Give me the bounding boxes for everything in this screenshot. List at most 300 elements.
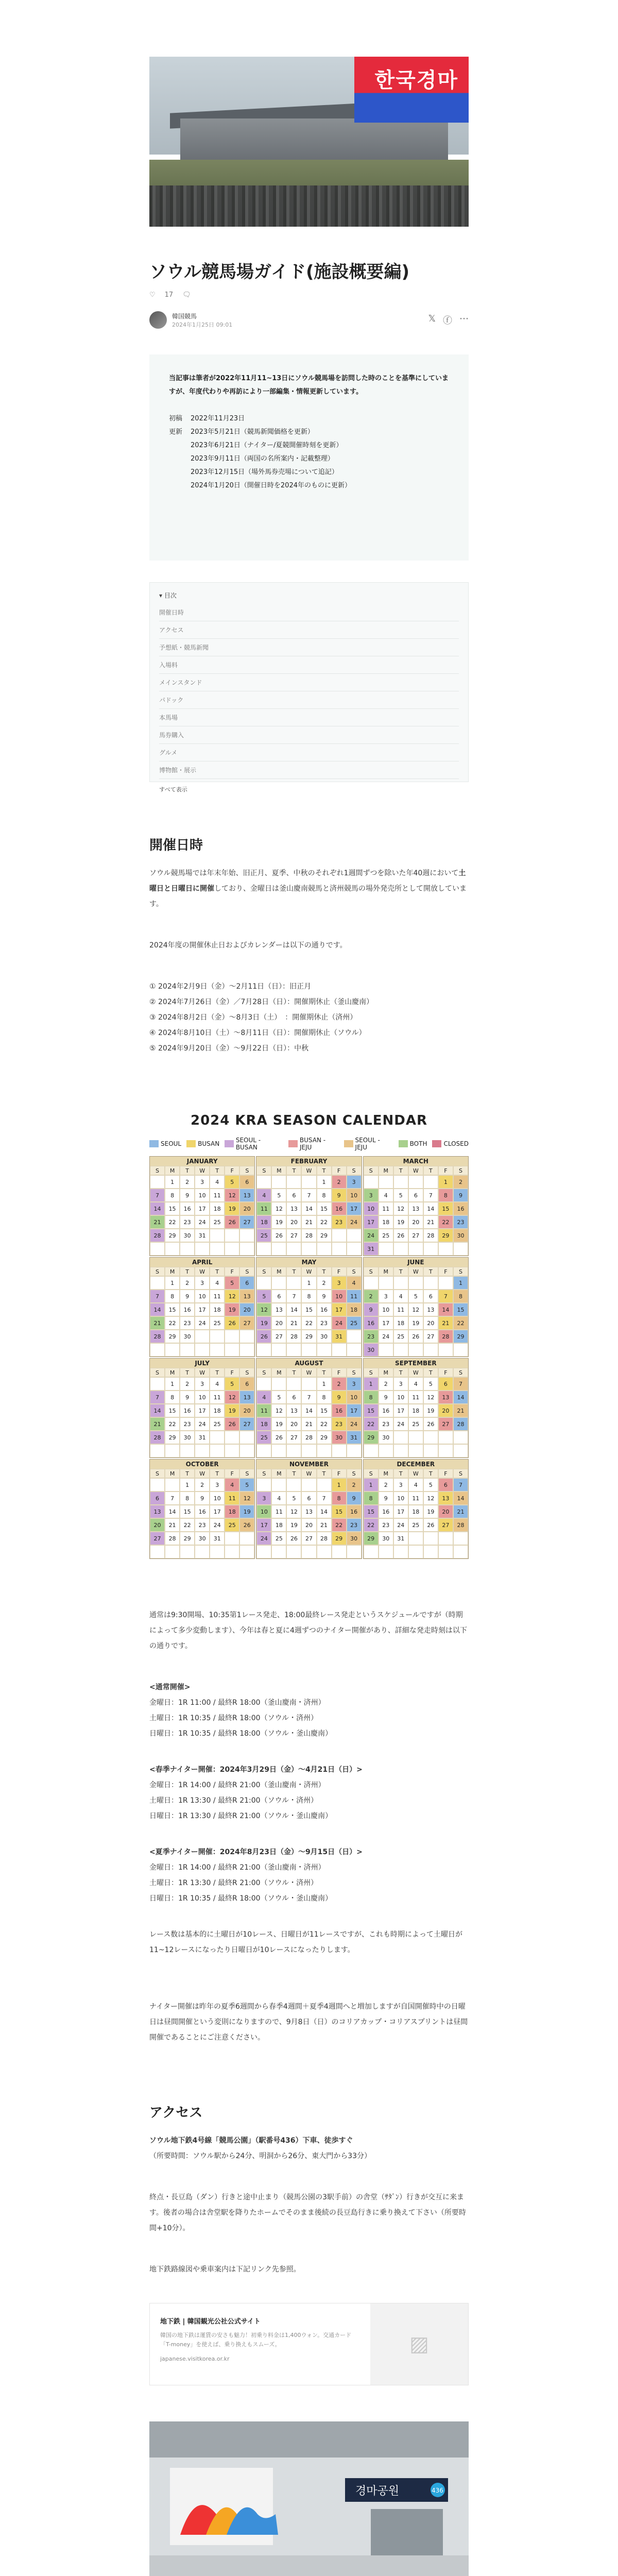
month-name: JUNE: [364, 1258, 468, 1267]
calendar-month: [256, 1358, 362, 1458]
calendar-day: 15: [180, 1505, 195, 1518]
calendar-day: 5: [271, 1189, 286, 1202]
calendar-day: 8: [364, 1391, 379, 1404]
calendar-day: [210, 1431, 225, 1444]
calendar-day: 29: [165, 1431, 180, 1444]
calendar-day: [438, 1532, 453, 1545]
calendar-day: 21: [150, 1215, 165, 1229]
weekday-label: T: [286, 1166, 301, 1175]
calendar-day: 19: [271, 1215, 286, 1229]
calendar-day: 3: [393, 1478, 408, 1492]
calendar-day: [364, 1545, 379, 1558]
calendar-day: [408, 1532, 423, 1545]
calendar-day: 18: [271, 1518, 286, 1532]
calendar-day: 22: [317, 1417, 332, 1431]
weekday-label: S: [256, 1469, 271, 1478]
calendar-day: 11: [379, 1202, 393, 1215]
calendar-day: 22: [453, 1316, 468, 1330]
weekday-label: S: [150, 1469, 165, 1478]
legend-swatch: [186, 1140, 196, 1147]
calendar-day: [195, 1343, 210, 1357]
toc-item[interactable]: 馬券購入: [159, 726, 459, 744]
calendar-day: 5: [393, 1189, 408, 1202]
comment-icon[interactable]: 🗨: [182, 291, 191, 299]
calendar-day: 28: [317, 1532, 332, 1545]
calendar-day: [379, 1343, 393, 1357]
calendar-day: 8: [165, 1189, 180, 1202]
calendar-day: 11: [210, 1189, 225, 1202]
heart-icon[interactable]: ♡: [149, 291, 156, 299]
calendar-day: 12: [423, 1492, 438, 1505]
time-line: 土曜日：1R 13:30 / 最終R 21:00（ソウル・済州）: [149, 1797, 318, 1805]
calendar-day: 30: [332, 1431, 347, 1444]
calendar-day: 4: [408, 1377, 423, 1391]
calendar-day: 30: [379, 1532, 393, 1545]
calendar-day: 15: [317, 1202, 332, 1215]
section-heading-schedule: 開催日時: [149, 838, 203, 853]
weekday-label: T: [180, 1267, 195, 1276]
calendar-day: 7: [165, 1492, 180, 1505]
calendar-day: 31: [364, 1242, 379, 1256]
calendar-day: 2: [379, 1377, 393, 1391]
link-card-url[interactable]: japanese.visitkorea.or.kr: [160, 2355, 230, 2362]
calendar-day: 29: [317, 1229, 332, 1242]
facebook-share-icon[interactable]: ⓕ: [443, 315, 452, 326]
calendar-day: 8: [364, 1492, 379, 1505]
calendar-day: 4: [210, 1175, 225, 1189]
legend-label: SEOUL: [161, 1140, 182, 1147]
calendar-day: [453, 1343, 468, 1357]
calendar-day: [438, 1444, 453, 1458]
calendar-day: 25: [379, 1229, 393, 1242]
page-title: ソウル競馬場ガイド(施設概要編): [149, 262, 410, 282]
calendar-day: 22: [438, 1215, 453, 1229]
calendar-day: [195, 1330, 210, 1343]
toc-item[interactable]: パドック: [159, 691, 459, 709]
calendar-day: 8: [332, 1492, 347, 1505]
weekday-label: W: [301, 1469, 316, 1478]
calendar-day: 27: [150, 1532, 165, 1545]
author-block: [149, 309, 469, 331]
calendar-day: 2: [332, 1377, 347, 1391]
calendar-day: [332, 1343, 347, 1357]
calendar-day: 12: [286, 1505, 301, 1518]
notice-first-label: 初稿: [169, 415, 183, 422]
calendar-day: 26: [286, 1532, 301, 1545]
calendar-day: 21: [150, 1316, 165, 1330]
weekday-label: T: [423, 1368, 438, 1377]
weekday-label: W: [195, 1368, 210, 1377]
calendar-day: 10: [347, 1189, 362, 1202]
calendar-month: [149, 1156, 255, 1256]
calendar-day: [271, 1545, 286, 1558]
calendar-day: 9: [379, 1391, 393, 1404]
calendar-day: 2: [195, 1478, 210, 1492]
calendar-day: 13: [239, 1391, 254, 1404]
calendar-day: 30: [195, 1532, 210, 1545]
toc-item[interactable]: 博物館・展示: [159, 761, 459, 779]
time-line: 金曜日：1R 11:00 / 最終R 18:00（釜山慶南・済州）: [149, 1699, 325, 1707]
calendar-day: 16: [332, 1404, 347, 1417]
weekday-label: S: [364, 1267, 379, 1276]
calendar-day: 22: [165, 1215, 180, 1229]
calendar-day: 10: [393, 1492, 408, 1505]
x-share-icon[interactable]: 𝕏: [428, 313, 436, 324]
calendar-day: 7: [301, 1189, 316, 1202]
calendar-day: 18: [408, 1505, 423, 1518]
weekday-label: M: [379, 1368, 393, 1377]
calendar-day: [286, 1478, 301, 1492]
calendar-day: [195, 1545, 210, 1558]
calendar-day: 2: [364, 1290, 379, 1303]
weekday-label: W: [301, 1267, 316, 1276]
calendar-day: 23: [364, 1330, 379, 1343]
link-note: 地下鉄路線図や乗車案内は下記リンク先参照。: [149, 2265, 301, 2274]
calendar-day: 2: [180, 1377, 195, 1391]
calendar-day: 4: [408, 1478, 423, 1492]
calendar-day: [379, 1276, 393, 1290]
calendar-day: [239, 1343, 254, 1357]
calendar-day: [286, 1175, 301, 1189]
legend-label: SEOUL - JEJU: [355, 1137, 380, 1151]
calendar-day: 1: [317, 1175, 332, 1189]
calendar-day: 26: [393, 1229, 408, 1242]
calendar-month: [363, 1358, 469, 1458]
calendar-day: [453, 1532, 468, 1545]
calendar-day: 31: [347, 1431, 362, 1444]
calendar-day: 9: [180, 1290, 195, 1303]
calendar-day: [271, 1343, 286, 1357]
calendar-grid: [149, 1156, 469, 1559]
weekday-label: S: [347, 1267, 362, 1276]
calendar-day: [286, 1343, 301, 1357]
calendar-day: [150, 1276, 165, 1290]
calendar-day: 7: [150, 1189, 165, 1202]
calendar-day: 19: [271, 1417, 286, 1431]
calendar-month: [256, 1257, 362, 1357]
calendar-day: 21: [317, 1518, 332, 1532]
calendar-day: [379, 1444, 393, 1458]
calendar-day: [301, 1175, 316, 1189]
calendar-day: 24: [195, 1316, 210, 1330]
calendar-day: 3: [195, 1175, 210, 1189]
calendar-day: 17: [195, 1202, 210, 1215]
weekday-label: T: [210, 1166, 225, 1175]
calendar-day: 6: [438, 1377, 453, 1391]
calendar-day: 29: [301, 1330, 316, 1343]
station-sign-text: 경마공원: [355, 2485, 400, 2498]
calendar-day: [393, 1175, 408, 1189]
calendar-day: 11: [347, 1290, 362, 1303]
calendar-day: 19: [225, 1303, 239, 1316]
calendar-day: [286, 1242, 301, 1256]
calendar-day: [150, 1478, 165, 1492]
reaction-row: [149, 289, 469, 301]
calendar-day: [438, 1242, 453, 1256]
toc-item[interactable]: 入場料: [159, 656, 459, 674]
calendar-day: 1: [165, 1276, 180, 1290]
calendar-day: [317, 1242, 332, 1256]
calendar-day: 12: [271, 1202, 286, 1215]
legend-item: [399, 1140, 427, 1147]
calendar-day: [301, 1444, 316, 1458]
calendar-day: 15: [332, 1505, 347, 1518]
toc-item[interactable]: 開催日時: [159, 604, 459, 621]
calendar-day: 24: [393, 1417, 408, 1431]
legend-swatch: [432, 1140, 441, 1147]
weekday-label: S: [364, 1368, 379, 1377]
calendar-day: [271, 1444, 286, 1458]
calendar-day: [210, 1229, 225, 1242]
calendar-day: 11: [210, 1391, 225, 1404]
post-date: 2024年1月25日 09:01: [172, 321, 233, 328]
calendar-day: 26: [271, 1229, 286, 1242]
calendar-day: 13: [301, 1505, 316, 1518]
calendar-day: 18: [379, 1215, 393, 1229]
time-line: 日曜日：1R 13:30 / 最終R 21:00（ソウル・釜山慶南）: [149, 1812, 333, 1820]
weekday-label: S: [256, 1166, 271, 1175]
weekday-label: T: [423, 1267, 438, 1276]
calendar-day: 10: [195, 1290, 210, 1303]
weekday-label: S: [239, 1469, 254, 1478]
calendar-day: 7: [453, 1478, 468, 1492]
calendar-day: 15: [165, 1202, 180, 1215]
calendar-day: 13: [271, 1303, 286, 1316]
calendar-day: [239, 1532, 254, 1545]
calendar-day: 18: [256, 1417, 271, 1431]
calendar-day: [301, 1545, 316, 1558]
avatar[interactable]: [149, 311, 167, 329]
calendar-day: 29: [165, 1330, 180, 1343]
weekday-label: T: [210, 1267, 225, 1276]
calendar-day: 28: [453, 1417, 468, 1431]
month-name: FEBRUARY: [256, 1157, 361, 1166]
time-group-spring: [149, 1762, 469, 1824]
calendar-day: 5: [225, 1175, 239, 1189]
weekday-label: S: [364, 1469, 379, 1478]
calendar-day: 30: [317, 1330, 332, 1343]
calendar-day: [165, 1444, 180, 1458]
calendar-day: [347, 1330, 362, 1343]
weekday-label: F: [225, 1368, 239, 1377]
calendar-day: [408, 1242, 423, 1256]
month-name: MAY: [256, 1258, 361, 1267]
calendar-day: 30: [347, 1532, 362, 1545]
calendar-day: 23: [317, 1316, 332, 1330]
time-group-heading: <通常開催>: [149, 1683, 191, 1691]
calendar-day: 24: [195, 1215, 210, 1229]
notice-update: 2023年12月15日（場外馬券売場について追記）: [191, 468, 338, 476]
calendar-day: 2: [347, 1478, 362, 1492]
access-lead: ソウル地下鉄4号線「競馬公園」（駅番号436）下車、徒歩すぐ （所要時間：ソウル駅から24分、明洞から26分、東大門から33分）: [149, 2137, 372, 2160]
weekday-label: F: [332, 1166, 347, 1175]
calendar-day: [438, 1545, 453, 1558]
calendar-day: 28: [423, 1229, 438, 1242]
calendar-day: 13: [239, 1290, 254, 1303]
calendar-day: [256, 1444, 271, 1458]
weekday-label: M: [165, 1368, 180, 1377]
calendar-day: 25: [225, 1518, 239, 1532]
calendar-legend: [149, 1137, 469, 1151]
time-group-regular: [149, 1680, 469, 1741]
calendar-day: 28: [150, 1330, 165, 1343]
calendar-day: 28: [150, 1431, 165, 1444]
calendar-day: [256, 1175, 271, 1189]
weekday-label: F: [225, 1469, 239, 1478]
calendar-day: 24: [364, 1229, 379, 1242]
calendar-day: 16: [332, 1202, 347, 1215]
calendar-day: 6: [239, 1175, 254, 1189]
toc-item[interactable]: 本馬場: [159, 709, 459, 726]
calendar-day: [317, 1478, 332, 1492]
calendar-day: 28: [165, 1532, 180, 1545]
calendar-day: [408, 1431, 423, 1444]
calendar-day: 13: [286, 1202, 301, 1215]
weekday-label: T: [423, 1166, 438, 1175]
calendar-day: 8: [180, 1492, 195, 1505]
calendar-day: 8: [317, 1189, 332, 1202]
toc-item[interactable]: グルメ: [159, 744, 459, 761]
calendar-day: [180, 1444, 195, 1458]
calendar-day: [408, 1175, 423, 1189]
notice-lead: 当記事は筆者が2022年11月11~13日にソウル競馬場を訪問した時のことを基準にしていますが、年度代わりや再訪により一部編集・情報更新しています。: [169, 375, 449, 396]
calendar-day: 8: [165, 1290, 180, 1303]
calendar-day: 28: [438, 1330, 453, 1343]
calendar-day: 7: [301, 1391, 316, 1404]
calendar-day: 23: [180, 1316, 195, 1330]
legend-swatch: [225, 1140, 234, 1147]
calendar-day: [393, 1444, 408, 1458]
calendar-day: 2: [379, 1478, 393, 1492]
calendar-day: 20: [423, 1316, 438, 1330]
weekday-label: T: [286, 1368, 301, 1377]
calendar-day: 5: [423, 1478, 438, 1492]
calendar-day: 29: [453, 1330, 468, 1343]
calendar-day: 20: [239, 1303, 254, 1316]
weekday-label: S: [453, 1368, 468, 1377]
calendar-day: 25: [256, 1229, 271, 1242]
toc-show-all-button[interactable]: すべて表示: [159, 786, 187, 793]
calendar-day: [301, 1478, 316, 1492]
calendar-day: 23: [379, 1417, 393, 1431]
notice-first-date: 2022年11月23日: [191, 415, 245, 422]
calendar-day: [379, 1175, 393, 1189]
calendar-day: 4: [225, 1478, 239, 1492]
calendar-day: [239, 1431, 254, 1444]
author-name[interactable]: 韓国競馬: [172, 312, 197, 320]
weekday-label: T: [393, 1166, 408, 1175]
hero-badge-text: 한국경마: [374, 69, 458, 92]
calendar-month: [363, 1459, 469, 1559]
link-card-title[interactable]: 地下鉄 | 韓国観光公社公式サイト: [160, 2318, 261, 2326]
calendar-day: [271, 1276, 286, 1290]
calendar-day: 15: [364, 1505, 379, 1518]
calendar-day: 23: [453, 1215, 468, 1229]
calendar-day: 3: [210, 1478, 225, 1492]
calendar-day: 4: [393, 1290, 408, 1303]
calendar-day: [271, 1242, 286, 1256]
calendar-day: [347, 1343, 362, 1357]
calendar-day: 23: [195, 1518, 210, 1532]
holiday-list: [149, 979, 469, 1056]
calendar-day: 6: [423, 1290, 438, 1303]
share-icons: [428, 313, 469, 327]
toc-item[interactable]: メインスタンド: [159, 674, 459, 691]
calendar-day: [256, 1242, 271, 1256]
calendar-day: 4: [256, 1391, 271, 1404]
calendar-day: [317, 1545, 332, 1558]
calendar-day: 24: [379, 1330, 393, 1343]
calendar-day: 16: [379, 1404, 393, 1417]
calendar-day: 16: [195, 1505, 210, 1518]
month-name: JANUARY: [150, 1157, 254, 1166]
calendar-day: 26: [408, 1330, 423, 1343]
more-share-icon[interactable]: ⋯: [459, 313, 469, 324]
calendar-day: 7: [423, 1189, 438, 1202]
calendar-day: 21: [453, 1404, 468, 1417]
calendar-day: 6: [150, 1492, 165, 1505]
calendar-day: 14: [453, 1391, 468, 1404]
calendar-day: [239, 1444, 254, 1458]
calendar-day: 21: [301, 1417, 316, 1431]
calendar-day: 14: [150, 1404, 165, 1417]
weekday-label: S: [239, 1166, 254, 1175]
weekday-label: F: [438, 1368, 453, 1377]
calendar-day: [225, 1545, 239, 1558]
calendar-day: [408, 1343, 423, 1357]
calendar-day: 28: [301, 1431, 316, 1444]
toc-item[interactable]: 予想紙・競馬新聞: [159, 639, 459, 656]
calendar-day: 6: [408, 1189, 423, 1202]
calendar-day: 15: [453, 1303, 468, 1316]
calendar-day: 18: [210, 1202, 225, 1215]
calendar-day: 6: [239, 1377, 254, 1391]
calendar-day: 21: [438, 1316, 453, 1330]
calendar-day: [364, 1175, 379, 1189]
weekday-label: M: [165, 1267, 180, 1276]
weekday-label: W: [195, 1267, 210, 1276]
weekday-label: S: [239, 1267, 254, 1276]
calendar-day: [393, 1545, 408, 1558]
calendar-day: 2: [317, 1276, 332, 1290]
hero-image: [149, 57, 469, 227]
weekday-label: T: [393, 1469, 408, 1478]
calendar-day: [393, 1276, 408, 1290]
access-body: 終点・長豆島（ダン）行きと途中止まり（競馬公園の3駅手前）の舎堂（ｻﾀﾞﾝ）行きが交互に来ます。後者の場合は舎堂駅を降りたホームでそのまま後続の長豆島行きに乗り換えて下さい（所要時間+10分）。: [149, 2193, 466, 2232]
calendar-day: 23: [180, 1417, 195, 1431]
calendar-day: [301, 1343, 316, 1357]
calendar-month: [363, 1156, 469, 1256]
calendar-day: 26: [423, 1518, 438, 1532]
calendar-month: [149, 1257, 255, 1357]
calendar-day: [393, 1431, 408, 1444]
weekday-label: T: [423, 1469, 438, 1478]
calendar-day: 10: [195, 1391, 210, 1404]
calendar-day: 16: [180, 1303, 195, 1316]
calendar-day: [379, 1242, 393, 1256]
toc-item[interactable]: アクセス: [159, 621, 459, 639]
link-card[interactable]: [149, 2303, 469, 2385]
calendar-day: 14: [438, 1303, 453, 1316]
calendar-day: 19: [225, 1404, 239, 1417]
calendar-day: 4: [210, 1276, 225, 1290]
weekday-label: S: [347, 1166, 362, 1175]
calendar-day: 25: [210, 1215, 225, 1229]
calendar-day: 26: [271, 1431, 286, 1444]
calendar-day: 11: [210, 1290, 225, 1303]
calendar-day: 5: [225, 1377, 239, 1391]
calendar-day: 20: [408, 1215, 423, 1229]
